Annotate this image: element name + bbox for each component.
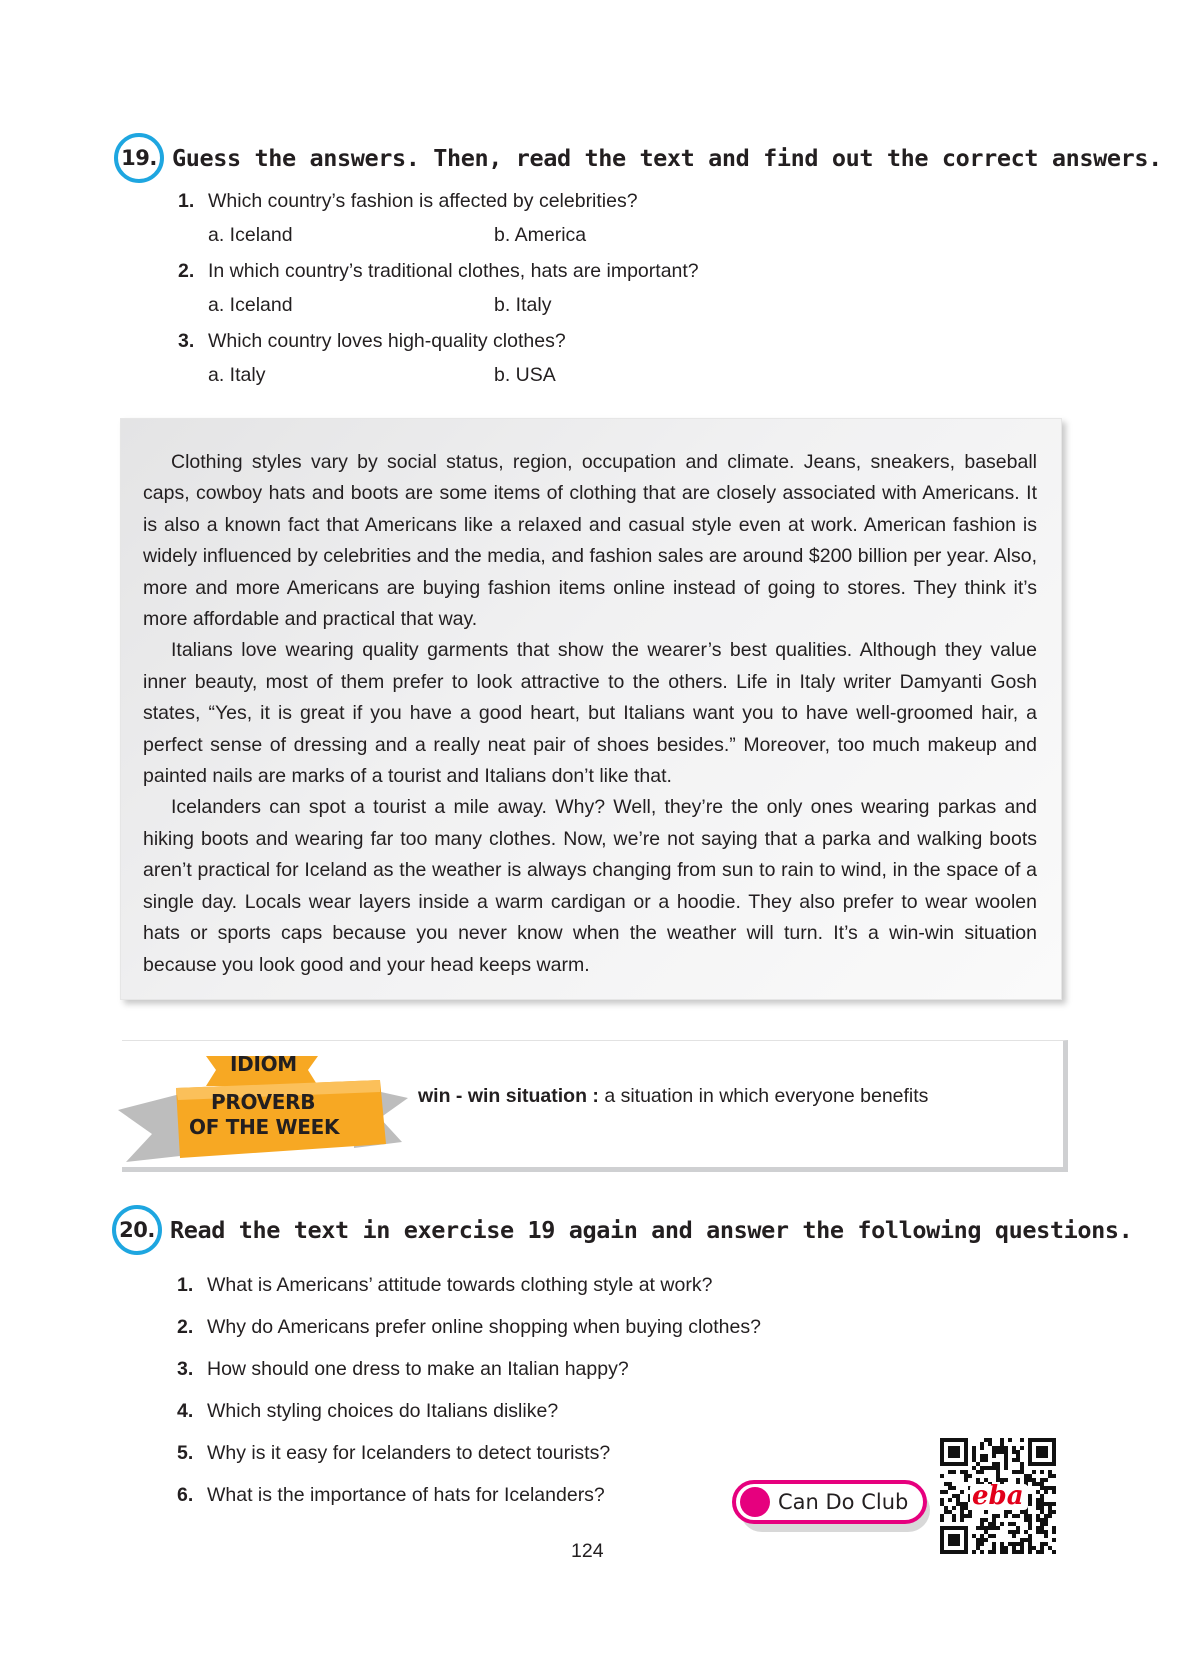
reading-text xyxy=(143,447,1037,981)
can-do-club-label: Can Do Club xyxy=(778,1490,909,1514)
exercise-number-badge: 19. xyxy=(114,133,164,183)
answer-option-b: b. USA xyxy=(494,364,556,386)
answer-option-a: a. Iceland xyxy=(208,224,293,246)
question-number: 5. xyxy=(177,1442,194,1464)
eba-logo: eba xyxy=(972,1481,1024,1511)
exercise-number-badge: 20. xyxy=(112,1205,162,1255)
question-item xyxy=(178,189,638,213)
question-item xyxy=(178,329,566,353)
question-item xyxy=(177,1399,558,1423)
question-text: Why is it easy for Icelanders to detect tourists? xyxy=(207,1442,611,1464)
answer-option-a: a. Iceland xyxy=(208,294,293,316)
question-text: What is Americans’ attitude towards clothing style at work? xyxy=(207,1274,713,1296)
question-item xyxy=(177,1357,629,1381)
question-number: 1. xyxy=(177,1274,194,1296)
reading-paragraph: Italians love wearing quality garments that show the wearer’s best qualities. Although they value inner beauty, most of them prefer to look attractive to the others. Life in Italy writer Damyanti Gosh states, “Yes, it is great if you have a good heart, but Italians want you to have well-groomed hair, a perfect sense of dressing and a really neat pair of shoes besides.” Moreover, too much makeup and painted nails are marks of a tourist and Italians don’t like that. xyxy=(143,639,1037,788)
proverb-badge-label: PROVERB xyxy=(211,1090,316,1114)
answer-option-a: a. Italy xyxy=(208,364,266,386)
question-item xyxy=(178,259,699,283)
idiom-definition xyxy=(418,1085,928,1108)
exercise-19-header xyxy=(114,133,1162,183)
question-item xyxy=(177,1441,610,1465)
answer-option-b: b. Italy xyxy=(494,294,552,316)
answer-option-b: b. America xyxy=(494,224,587,246)
idiom-meaning: a situation in which everyone benefits xyxy=(598,1085,929,1107)
question-item xyxy=(177,1483,605,1507)
question-number: 4. xyxy=(177,1400,194,1422)
question-text: Which country’s fashion is affected by celebrities? xyxy=(208,190,638,212)
question-number: 6. xyxy=(177,1484,194,1506)
exercise-20-header xyxy=(112,1205,1132,1255)
question-item xyxy=(177,1315,761,1339)
question-number: 3. xyxy=(177,1358,194,1380)
question-text: Why do Americans prefer online shopping when buying clothes? xyxy=(207,1316,761,1338)
idiom-term: win - win situation : xyxy=(418,1085,599,1107)
week-badge-label: OF THE WEEK xyxy=(189,1115,340,1139)
question-number: 3. xyxy=(178,330,195,352)
question-text: In which country’s traditional clothes, hats are important? xyxy=(208,260,699,282)
question-number: 1. xyxy=(178,190,195,212)
pink-dot-icon xyxy=(740,1487,770,1517)
can-do-club-button[interactable] xyxy=(732,1480,927,1524)
question-number: 2. xyxy=(177,1316,194,1338)
question-text: Which country loves high-quality clothes? xyxy=(208,330,566,352)
idiom-badge-label: IDIOM xyxy=(230,1052,297,1076)
reading-paragraph: Clothing styles vary by social status, region, occupation and climate. Jeans, sneakers, baseball caps, cowboy hats and boots are some items of clothing that are closely associated with Americans. It is also a known fact that Americans like a relaxed and casual style even at work. American fashion is widely influenced by celebrities and the media, and fashion sales are around $200 billion per year. Also, more and more Americans are buying fashion items online instead of going to stores. They think it’s more affordable and practical that way. xyxy=(143,451,1037,631)
question-item xyxy=(177,1273,712,1297)
page-number: 124 xyxy=(571,1540,604,1562)
reading-paragraph: Icelanders can spot a tourist a mile away. Why? Well, they’re the only ones wearing parkas and hiking boots and wearing far too many clothes. Now, we’re not saying that a parka and walking boots aren’t practical for Iceland as the weather is always changing from sun to rain to wind, in the space of a single day. Locals wear layers inside a warm cardigan or a hoodie. They also prefer to wear woolen hats or sports caps because you never know when the weather will turn. It’s a win-win situation because you look good and your head keeps warm. xyxy=(143,796,1037,976)
question-text: What is the importance of hats for Icelanders? xyxy=(207,1484,605,1506)
question-text: How should one dress to make an Italian happy? xyxy=(207,1358,629,1380)
question-text: Which styling choices do Italians dislike? xyxy=(207,1400,559,1422)
question-number: 2. xyxy=(178,260,195,282)
reading-text-box xyxy=(120,418,1062,1000)
exercise-title: Read the text in exercise 19 again and answer the following questions. xyxy=(170,1216,1133,1244)
exercise-title: Guess the answers. Then, read the text and find out the correct answers. xyxy=(172,144,1162,172)
